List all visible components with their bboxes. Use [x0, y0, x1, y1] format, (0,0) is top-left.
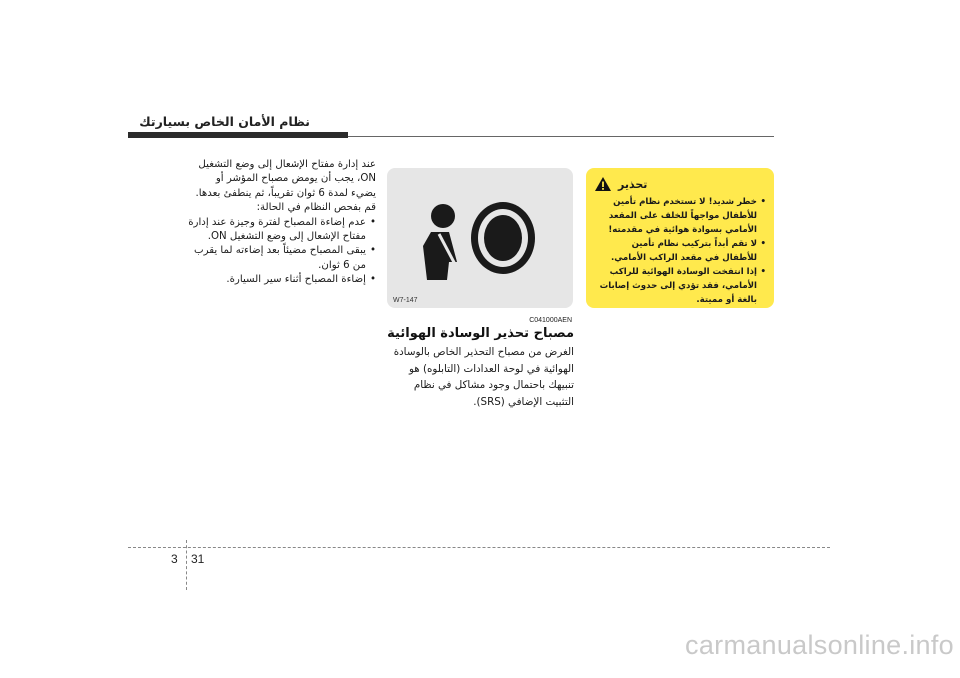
section-title: مصباح تحذير الوسادة الهوائية: [387, 326, 574, 341]
warning-box: [586, 168, 774, 308]
warning-item: • لا تقم أبداً بتركيب نظام تأمين للأطفال في مقعد الراكب الأمامي.: [594, 237, 766, 265]
left-intro: عند إدارة مفتاح الإشعال إلى وضع التشغيل ON، يجب أن يومض مصباح المؤشر أو يضيء لمدة 6 ثوان تقريباً، ثم ينطفئ بعدها. قم بفحص النظام في الحالة:: [195, 159, 376, 214]
warning-triangle-icon: [594, 176, 612, 192]
left-list: [188, 216, 376, 288]
section-code: C041000AEN: [529, 317, 572, 324]
airbag-figure: [387, 168, 573, 308]
left-list-item: • عدم إضاءة المصباح لفترة وجيزة عند إدارة مفتاح الإشعال إلى وضع التشغيل ON.: [188, 216, 376, 245]
footer-rule: [128, 547, 830, 548]
chapter-number: 3: [171, 552, 178, 566]
footer-divider: [186, 540, 187, 590]
header-bar: [128, 132, 348, 138]
page-header-title: نظام الأمان الخاص بسيارتك: [139, 114, 310, 129]
header-rule: [348, 136, 774, 137]
airbag-person-icon: [387, 168, 573, 308]
left-column: [188, 158, 376, 288]
section-body: الغرض من مصباح التحذير الخاص بالوسادة الهوائية في لوحة العدادات (التابلوه) هو تنبيهك باحتمال وجود مشاكل في نظام التثبيت الإضافي (SRS).: [393, 346, 574, 408]
watermark: carmanualsonline.info: [685, 630, 954, 660]
warning-title: تحذير: [618, 177, 648, 191]
warning-item: • خطر شديد! لا تستخدم نظام تأمين للأطفال مواجهاً للخلف على المقعد الأمامي بسوادة هوائية في مقدمته!: [594, 195, 766, 237]
figure-label: W7-147: [393, 297, 418, 304]
left-list-item: • إضاءة المصباح أثناء سير السيارة.: [188, 273, 376, 287]
page-number: 31: [191, 552, 205, 566]
warning-item: • إذا انتفخت الوسادة الهوائية للراكب الأمامي، فقد تؤدي إلى حدوث إصابات بالغة أو مميتة.: [594, 265, 766, 307]
left-list-item: • يبقى المصباح مضيئاً بعد إضاءته لما يقرب من 6 ثوان.: [188, 244, 376, 273]
warning-list: [594, 195, 766, 307]
warning-heading: [594, 176, 766, 192]
